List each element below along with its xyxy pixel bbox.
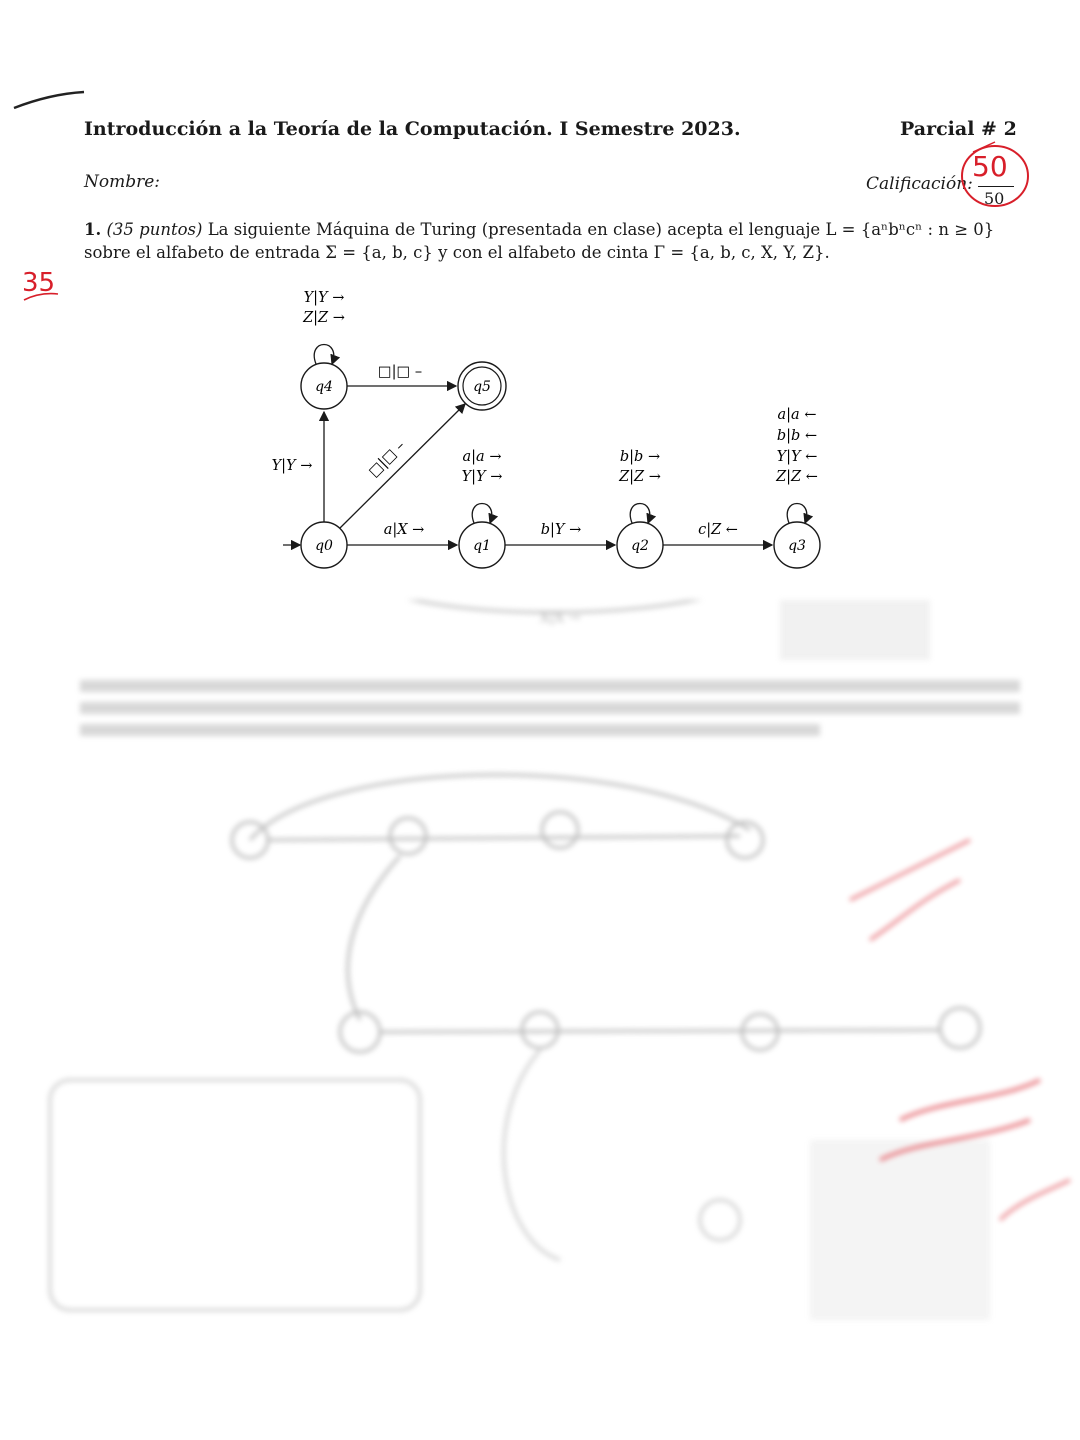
state-q3-label: q3 <box>788 538 806 554</box>
loop-q3 <box>787 504 807 524</box>
loop-q4 <box>314 345 334 365</box>
state-q0-label: q0 <box>315 538 333 554</box>
state-q1-label: q1 <box>473 538 491 554</box>
state-q5 <box>458 362 506 410</box>
blurred-student-work <box>20 600 1080 1440</box>
question-text: La siguiente Máquina de Turing (presentada en clase) acepta el lenguaje L = {aⁿbⁿcⁿ : n ≥ 0} sobre el alfabeto de entrada Σ = {a, b, c} y con el alfabeto de cinta Γ = {a, b, c, X, Y, Z}. <box>84 220 995 262</box>
loop-q3-label-1: a|a ← <box>777 407 817 423</box>
state-q4 <box>301 363 347 409</box>
edge-q0-q4-label: Y|Y → <box>271 458 313 474</box>
state-q3 <box>774 522 820 568</box>
loop-q1 <box>472 504 492 524</box>
name-label: Nombre: <box>84 172 161 192</box>
loop-q2-label-1: b|b → <box>619 449 661 465</box>
edge-q0-q1-label: a|X → <box>383 522 425 538</box>
loop-q3-label-3: Y|Y ← <box>776 449 818 465</box>
loop-q3-label-2: b|b ← <box>776 428 818 444</box>
state-q2 <box>617 522 663 568</box>
state-q1 <box>459 522 505 568</box>
state-q5-label: q5 <box>473 379 491 395</box>
grade-label: Calificación: <box>866 174 973 194</box>
edge-q4-q5-label: □|□ – <box>377 364 423 380</box>
loop-q2 <box>630 504 650 524</box>
edge-q1-q2-label: b|Y → <box>540 522 582 538</box>
loop-q3-label-4: Z|Z ← <box>776 469 818 485</box>
state-q2-label: q2 <box>631 538 649 554</box>
edge-q0-q5 <box>340 404 465 528</box>
grade-denominator: 50 <box>984 189 1005 208</box>
edge-q2-q3-label: c|Z ← <box>698 522 738 538</box>
exam-number: Parcial # 2 <box>900 118 1017 140</box>
loop-q4-label-1: Y|Y → <box>303 290 345 306</box>
loop-q1-label-1: a|a → <box>462 449 502 465</box>
page-title: Introducción a la Teoría de la Computación. I Semestre 2023. <box>84 118 741 140</box>
edge-q0-q5-label: □|□ – <box>365 437 409 481</box>
state-q4-label: q4 <box>315 379 333 395</box>
score-mark: 35 <box>22 268 56 298</box>
edge-q3-q0-label: X|X → <box>539 610 581 626</box>
loop-q4-label-2: Z|Z → <box>303 310 345 326</box>
turing-machine-diagram <box>0 0 1080 660</box>
loop-q1-label-2: Y|Y → <box>461 469 503 485</box>
question-number: 1. <box>84 220 102 239</box>
grade-mark: 50 <box>972 150 1008 183</box>
question-points: (35 puntos) <box>106 220 203 239</box>
state-q0 <box>301 522 347 568</box>
loop-q2-label-2: Z|Z → <box>619 469 661 485</box>
